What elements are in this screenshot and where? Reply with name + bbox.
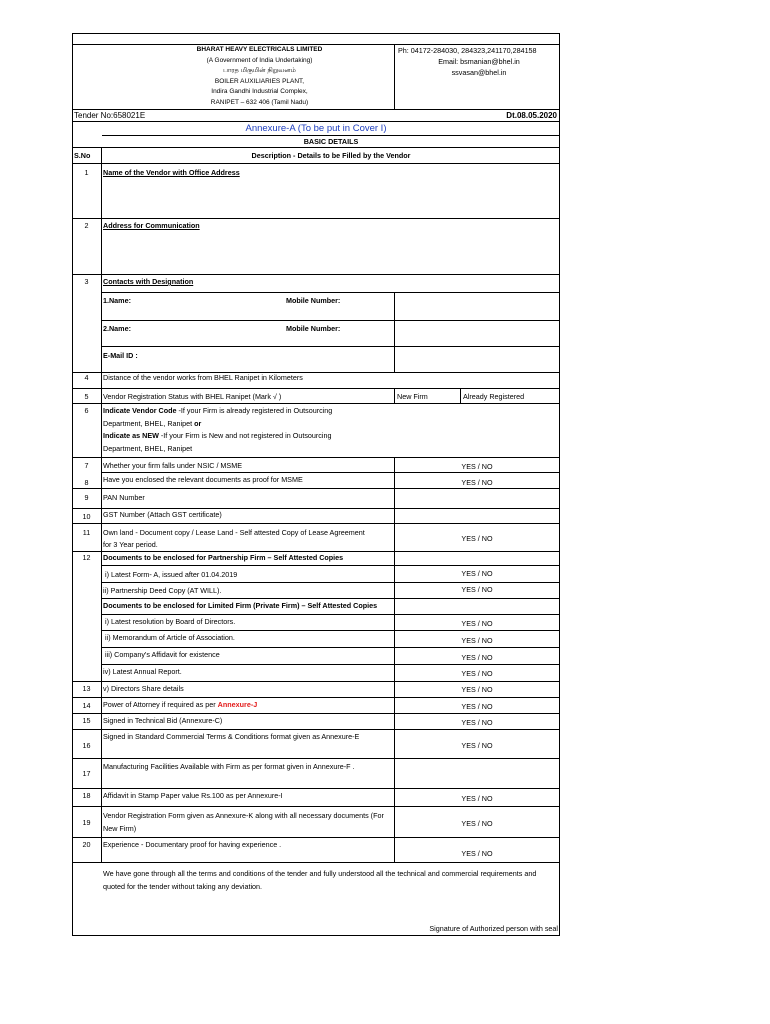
row-17-label: Manufacturing Facilities Available with Firm as per format given in Annexure-F . bbox=[103, 762, 355, 771]
option-new-firm[interactable]: New Firm bbox=[397, 392, 428, 401]
row-7-yes-no[interactable]: YES / NO bbox=[461, 462, 493, 471]
row-15-label: Signed in Technical Bid (Annexure-C) bbox=[103, 716, 223, 725]
row-1-number: 1 bbox=[84, 168, 89, 177]
limited-item-1: i) Latest resolution by Board of Directors. bbox=[105, 617, 236, 626]
row-14-number: 14 bbox=[82, 701, 91, 710]
row-15-number: 15 bbox=[82, 716, 91, 725]
contact-1-name: 1.Name: bbox=[103, 296, 131, 305]
declaration-text: We have gone through all the terms and conditions of the tender and fully understood all the technical and commercial requirements and quoted for the tender without taking any deviation. bbox=[103, 869, 537, 891]
row-4-label: Distance of the vendor works from BHEL Ranipet in Kilometers bbox=[103, 373, 303, 382]
row-20-yes-no[interactable]: YES / NO bbox=[461, 849, 493, 858]
plant-name: BOILER AUXILIARIES PLANT, bbox=[214, 77, 305, 85]
option-already-registered[interactable]: Already Registered bbox=[463, 392, 525, 401]
basic-details-heading: BASIC DETAILS bbox=[303, 137, 359, 146]
contact-email: E-Mail ID : bbox=[103, 351, 138, 360]
row-14-label bbox=[103, 700, 257, 709]
row-15-yes-no[interactable]: YES / NO bbox=[461, 718, 493, 727]
limited-item-4: iv) Latest Annual Report. bbox=[103, 667, 182, 676]
contact-2-name: 2.Name: bbox=[103, 324, 131, 333]
row-16-number: 16 bbox=[82, 741, 91, 750]
partnership-item-1-yes-no[interactable]: YES / NO bbox=[461, 569, 493, 578]
row-16-label: Signed in Standard Commercial Terms & Conditions format given as Annexure-E bbox=[103, 732, 360, 741]
description-header: Description - Details to be Filled by the Vendor bbox=[251, 151, 411, 160]
contact-1-mobile: Mobile Number: bbox=[286, 296, 341, 305]
row-18-yes-no[interactable]: YES / NO bbox=[461, 794, 493, 803]
row-2-label: Address for Communication bbox=[103, 221, 200, 230]
row-7-number: 7 bbox=[84, 461, 89, 470]
row-8-number: 8 bbox=[84, 478, 89, 487]
row-7-label: Whether your firm falls under NSIC / MSME bbox=[103, 461, 242, 470]
row-19-label: Vendor Registration Form given as Annexure-K along with all necessary documents (For New Firm) bbox=[103, 811, 384, 833]
company-block bbox=[132, 45, 387, 106]
contact-block bbox=[398, 45, 560, 78]
row-9-number: 9 bbox=[84, 493, 89, 502]
limited-item-3: iii) Company's Affidavit for existence bbox=[105, 650, 220, 659]
contact-2-mobile: Mobile Number: bbox=[286, 324, 341, 333]
partnership-item-2: ii) Partnership Deed Copy (AT WILL). bbox=[103, 586, 222, 595]
row-6-label bbox=[103, 405, 373, 455]
row-8-label: Have you enclosed the relevant documents as proof for MSME bbox=[103, 475, 303, 484]
row-13-number: 13 bbox=[82, 684, 91, 693]
email-1: Email: bsmanian@bhel.in bbox=[438, 57, 520, 66]
govt-line: (A Government of India Undertaking) bbox=[206, 56, 313, 64]
row-10-number: 10 bbox=[82, 512, 91, 521]
row-12-label: Documents to be enclosed for Partnership Firm – Self Attested Copies bbox=[103, 553, 344, 562]
limited-item-3-yes-no[interactable]: YES / NO bbox=[461, 653, 493, 662]
limited-item-2-yes-no[interactable]: YES / NO bbox=[461, 636, 493, 645]
row-4-number: 4 bbox=[84, 373, 89, 382]
limited-item-4-yes-no[interactable]: YES / NO bbox=[461, 669, 493, 678]
vendor-code-bold: Indicate Vendor Code bbox=[103, 406, 177, 415]
tender-number: Tender No:658021E bbox=[74, 111, 146, 120]
annexure-title: Annexure-A (To be put in Cover I) bbox=[245, 123, 387, 134]
row-5-label: Vendor Registration Status with BHEL Ranipet (Mark √ ) bbox=[103, 392, 282, 401]
tamil-name: பாரத மிகுமின் நிறுவனம் bbox=[223, 67, 296, 74]
email-2: ssvasan@bhel.in bbox=[451, 68, 507, 77]
limited-item-1-yes-no[interactable]: YES / NO bbox=[461, 619, 493, 628]
row-8-yes-no[interactable]: YES / NO bbox=[461, 478, 493, 487]
row-19-number: 19 bbox=[82, 818, 91, 827]
row-11-yes-no[interactable]: YES / NO bbox=[461, 534, 493, 543]
company-name: BHARAT HEAVY ELECTRICALS LIMITED bbox=[196, 46, 323, 53]
or-text: or bbox=[194, 418, 202, 428]
vendor-code-text: -If your Firm is already registered in Outsourcing Department, BHEL, Ranipet bbox=[103, 406, 333, 428]
annexure-j-link: Annexure-J bbox=[217, 700, 258, 709]
row-18-number: 18 bbox=[82, 791, 91, 800]
row-3-label: Contacts with Designation bbox=[103, 277, 194, 286]
row-18-label: Affidavit in Stamp Paper value Rs.100 as per Annexure-I bbox=[103, 791, 283, 800]
row-13-label: v) Directors Share details bbox=[103, 684, 184, 693]
row-12-number: 12 bbox=[82, 553, 91, 562]
sno-header: S.No bbox=[74, 151, 91, 160]
phone-numbers: Ph: 04172-284030, 284323,241170,284158 bbox=[398, 46, 537, 55]
row-19-yes-no[interactable]: YES / NO bbox=[461, 819, 493, 828]
row-20-label: Experience - Documentary proof for having experience . bbox=[103, 840, 282, 849]
row-13-yes-no[interactable]: YES / NO bbox=[461, 685, 493, 694]
row-14-text: Power of Attorney if required as per bbox=[103, 700, 218, 709]
indicate-new-text: -If your Firm is New and not registered in Outsourcing Department, BHEL, Ranipet bbox=[103, 431, 332, 453]
partnership-item-1: i) Latest Form- A, issued after 01.04.2019 bbox=[105, 570, 238, 579]
row-5-number: 5 bbox=[84, 392, 89, 401]
complex-name: Indira Gandhi Industrial Complex, bbox=[211, 88, 308, 95]
row-2-number: 2 bbox=[84, 221, 89, 230]
limited-item-2: ii) Memorandum of Article of Association. bbox=[105, 633, 235, 642]
row-10-label: GST Number (Attach GST certificate) bbox=[103, 510, 222, 519]
row-16-yes-no[interactable]: YES / NO bbox=[461, 741, 493, 750]
plant-address: RANIPET – 632 406 (Tamil Nadu) bbox=[210, 98, 309, 106]
limited-firm-heading: Documents to be enclosed for Limited Firm (Private Firm) – Self Attested Copies bbox=[103, 601, 378, 610]
partnership-item-2-yes-no[interactable]: YES / NO bbox=[461, 585, 493, 594]
row-6-number: 6 bbox=[84, 406, 89, 415]
row-17-number: 17 bbox=[82, 769, 91, 778]
row-20-number: 20 bbox=[82, 840, 91, 849]
row-11-label: Own land - Document copy / Lease Land - Self attested Copy of Lease Agreement for 3 Year period. bbox=[103, 528, 365, 549]
signature-line: Signature of Authorized person with seal bbox=[429, 924, 558, 933]
row-3-number: 3 bbox=[84, 277, 89, 286]
row-9-label: PAN Number bbox=[103, 493, 145, 502]
row-14-yes-no[interactable]: YES / NO bbox=[461, 702, 493, 711]
row-11-number: 11 bbox=[82, 528, 91, 537]
tender-date: Dt.08.05.2020 bbox=[506, 111, 557, 120]
row-1-label: Name of the Vendor with Office Address bbox=[103, 168, 240, 177]
indicate-new-bold: Indicate as NEW bbox=[103, 431, 159, 440]
